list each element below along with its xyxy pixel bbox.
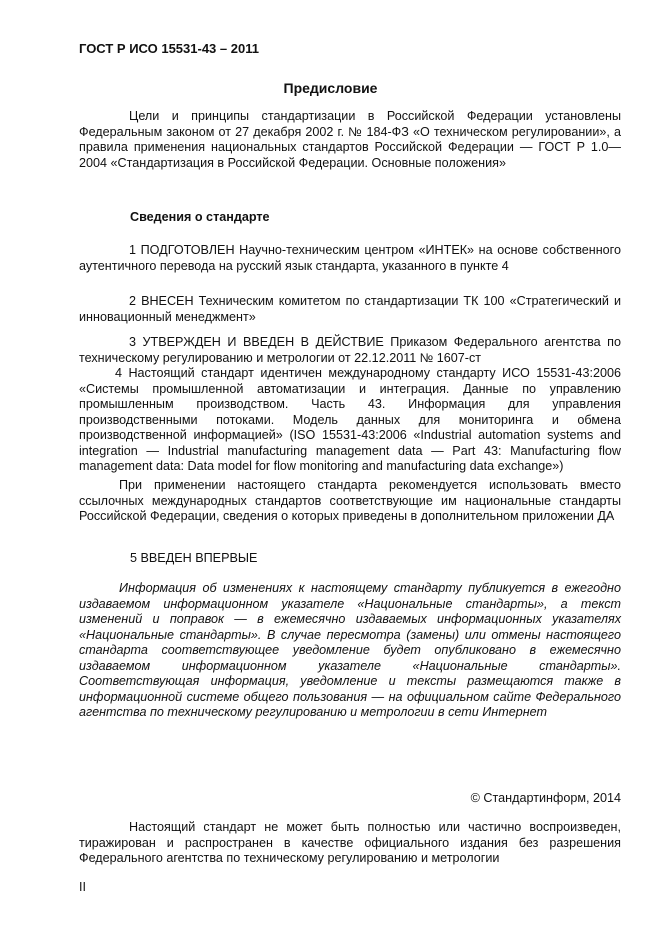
item-4-note: При применении настоящего стандарта рекомендуется использовать вместо ссылочных международных стандартов соответствующие им национальные стандарты Российской Федерации, сведения о которых приведены в дополнительном приложении ДА <box>79 478 621 523</box>
copyright-notice: © Стандартинформ, 2014 <box>470 791 621 805</box>
intro-paragraph: Цели и принципы стандартизации в Российской Федерации установлены Федеральным законом от 27 декабря 2002 г. № 184-ФЗ «О техническом регулировании», а правила применения национальных стандартов Российской Федерации — ГОСТ Р 1.0—2004 «Стандартизация в Российской Федерации. Основные положения» <box>79 109 621 170</box>
item-5-introduced: 5 ВВЕДЕН ВПЕРВЫЕ <box>130 551 258 565</box>
page-title: Предисловие <box>283 80 378 96</box>
reproduction-notice: Настоящий стандарт не может быть полностью или частично воспроизведен, тиражирован и распространен в качестве официального издания без разрешения Федерального агентства по техническому регулированию и метрологии <box>79 820 621 865</box>
change-information-notice: Информация об изменениях к настоящему стандарту публикуется в ежегодно издаваемом информационном указателе «Национальные стандарты», а текст изменений и поправок — в ежемесячно издаваемых информационных указателях «Национальные стандарты». В случае пересмотра (замены) или отмены настоящего стандарта соответствующее уведомление будет опубликовано в ежемесячно издаваемом информационном указателе «Национальные стандарты». Соответствующая информация, уведомление и тексты размещаются также в информационной системе общего пользования — на официальном сайте Федерального агентства по техническому регулированию и метрологии в сети Интернет <box>79 581 621 719</box>
page-number: II <box>79 880 86 894</box>
item-4-identical-standard: 4 Настоящий стандарт идентичен международному стандарту ИСО 15531-43:2006 «Системы промышленной автоматизации и интеграция. Данные по управлению промышленным производством. Часть 43. Информация для управления производственными потоками. Модель данных для мониторинга и обмена производственной информацией» (ISO 15531-43:2006 «Industrial automation systems and integration — Industrial manufacturing management data — Part 43: Manufacturing flow management data: Data model for flow monitoring and manufacturing data exchange») <box>79 366 621 473</box>
document-number-header: ГОСТ Р ИСО 15531-43 – 2011 <box>79 41 259 56</box>
item-1-prepared: 1 ПОДГОТОВЛЕН Научно-техническим центром «ИНТЕК» на основе собственного аутентичного перевода на русский язык стандарта, указанного в пункте 4 <box>79 243 621 273</box>
item-2-submitted: 2 ВНЕСЕН Техническим комитетом по стандартизации ТК 100 «Стратегический и инновационный менеджмент» <box>79 294 621 324</box>
section-heading: Сведения о стандарте <box>130 210 270 224</box>
item-3-approved: 3 УТВЕРЖДЕН И ВВЕДЕН В ДЕЙСТВИЕ Приказом Федерального агентства по техническому регулированию и метрологии от 22.12.2011 № 1607-ст <box>79 335 621 365</box>
